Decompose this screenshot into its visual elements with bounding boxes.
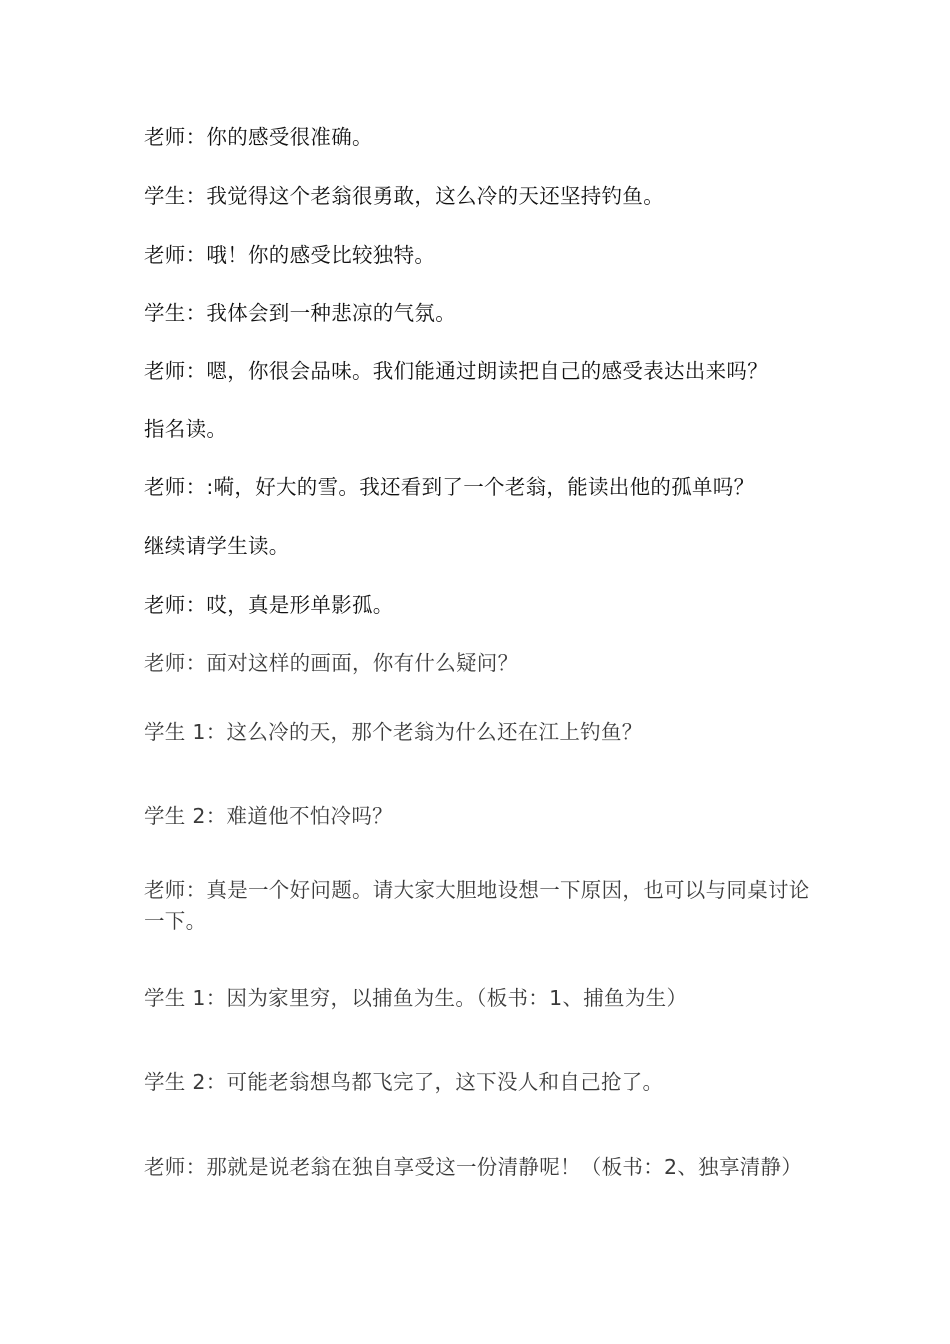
dialogue-line: 老师：:嗬，好大的雪。我还看到了一个老翁，能读出他的孤单吗？ <box>144 475 755 499</box>
dialogue-line: 继续请学生读。 <box>144 534 290 558</box>
dialogue-line: 学生 2：难道他不怕冷吗？ <box>144 804 393 828</box>
dialogue-line: 老师：你的感受很准确。 <box>144 125 373 149</box>
dialogue-line: 学生：我觉得这个老翁很勇敢，这么冷的天还坚持钓鱼。 <box>144 184 664 208</box>
dialogue-line: 指名读。 <box>144 417 228 441</box>
dialogue-line: 学生 1：因为家里穷，以捕鱼为生。（板书：1、捕鱼为生） <box>144 986 688 1010</box>
dialogue-line: 老师：那就是说老翁在独自享受这一份清静呢！（板书：2、独享清静） <box>144 1155 803 1179</box>
dialogue-line: 老师：真是一个好问题。请大家大胆地设想一下原因，也可以与同桌讨论一下。 <box>144 878 810 933</box>
dialogue-line: 老师：哦！你的感受比较独特。 <box>144 243 436 267</box>
dialogue-line: 学生：我体会到一种悲凉的气氛。 <box>144 301 456 325</box>
dialogue-line: 学生 2：可能老翁想鸟都飞完了，这下没人和自己抢了。 <box>144 1070 664 1094</box>
dialogue-line: 老师：哎，真是形单影孤。 <box>144 593 394 617</box>
dialogue-line: 老师：嗯，你很会品味。我们能通过朗读把自己的感受表达出来吗？ <box>144 359 768 383</box>
dialogue-line: 老师：面对这样的画面，你有什么疑问？ <box>144 651 519 675</box>
dialogue-line: 学生 1：这么冷的天，那个老翁为什么还在江上钓鱼？ <box>144 720 643 744</box>
